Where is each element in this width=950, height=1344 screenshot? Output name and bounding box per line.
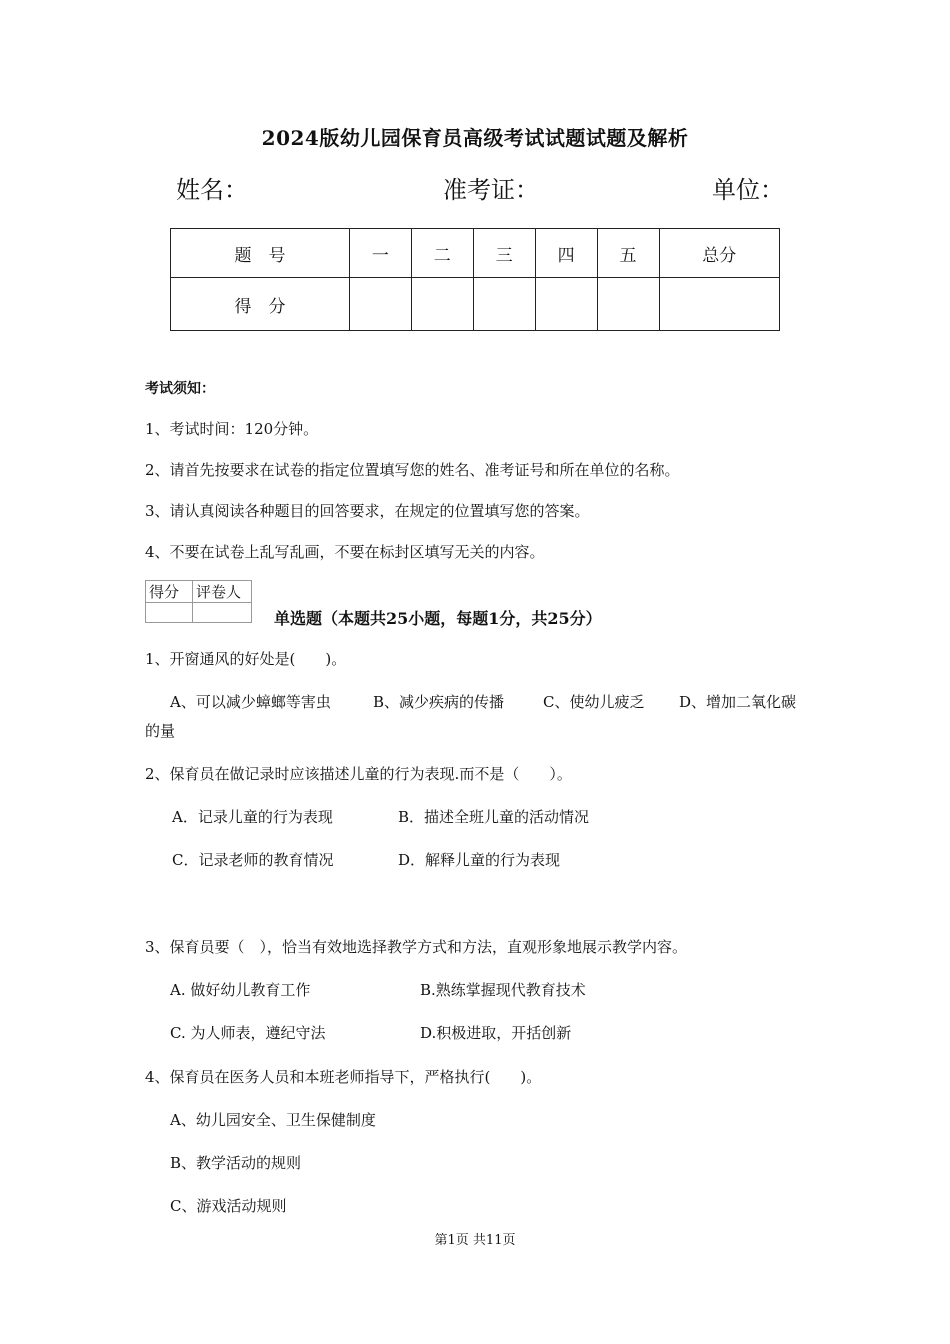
score-header-cell: 题 号 <box>171 229 350 278</box>
question-option: A. 做好幼儿教育工作 <box>170 981 311 999</box>
exam-note: 1、考试时间：120分钟。 <box>145 420 319 438</box>
exam-note: 3、请认真阅读各种题目的回答要求，在规定的位置填写您的答案。 <box>145 502 590 520</box>
question-option: A．记录儿童的行为表现 <box>172 808 333 826</box>
question-option-continuation: 的量 <box>145 722 176 740</box>
exam-number-label: 准考证： <box>443 176 539 204</box>
question-option: D.积极进取，开括创新 <box>420 1024 572 1042</box>
unit-label: 单位： <box>712 176 784 204</box>
score-cell <box>659 278 779 331</box>
question-option: C. 为人师表，遵纪守法 <box>170 1024 326 1042</box>
question-option: B.熟练掌握现代教育技术 <box>420 981 586 999</box>
exam-note: 4、不要在试卷上乱写乱画，不要在标封区填写无关的内容。 <box>145 543 545 561</box>
score-header-cell: 五 <box>597 229 659 278</box>
score-table-header-row <box>171 229 780 278</box>
question-option: B．描述全班儿童的活动情况 <box>398 808 590 826</box>
grader-score-label: 得分 <box>146 581 193 603</box>
grader-reviewer-label: 评卷人 <box>193 581 252 603</box>
question-stem: 4、保育员在医务人员和本班老师指导下，严格执行( )。 <box>145 1068 542 1086</box>
score-cell <box>535 278 597 331</box>
score-header-cell: 三 <box>473 229 535 278</box>
score-header-cell: 一 <box>349 229 411 278</box>
score-cell <box>349 278 411 331</box>
score-row-label: 得 分 <box>171 278 350 331</box>
grader-reviewer-cell <box>193 603 252 623</box>
score-header-cell: 四 <box>535 229 597 278</box>
page-footer: 第1页 共11页 <box>434 1233 516 1248</box>
score-header-cell: 二 <box>411 229 473 278</box>
name-label: 姓名： <box>176 176 248 204</box>
question-option: B、减少疾病的传播 <box>373 693 505 711</box>
exam-notes-heading: 考试须知： <box>145 381 215 397</box>
score-table <box>170 228 780 331</box>
score-table-score-row <box>171 278 780 331</box>
question-option: A、可以减少蟑螂等害虫 <box>170 693 331 711</box>
question-option: C．记录老师的教育情况 <box>172 851 334 869</box>
score-cell <box>411 278 473 331</box>
question-option: C、游戏活动规则 <box>170 1197 287 1215</box>
score-header-cell: 总分 <box>659 229 779 278</box>
score-cell <box>473 278 535 331</box>
question-option: B、教学活动的规则 <box>170 1154 302 1172</box>
question-option: D、增加二氧化碳 <box>679 693 797 711</box>
page-title: 2024版幼儿园保育员高级考试试题试题及解析 <box>261 126 689 150</box>
question-option: C、使幼儿疲乏 <box>543 693 645 711</box>
exam-note: 2、请首先按要求在试卷的指定位置填写您的姓名、准考证号和所在单位的名称。 <box>145 461 680 479</box>
section-title: 单选题（本题共25小题，每题1分，共25分） <box>274 609 602 628</box>
question-option: D．解释儿童的行为表现 <box>398 851 561 869</box>
score-cell <box>597 278 659 331</box>
question-option: A、幼儿园安全、卫生保健制度 <box>170 1111 376 1129</box>
grader-box <box>145 580 252 623</box>
question-stem: 2、保育员在做记录时应该描述儿童的行为表现.而不是（ ）。 <box>145 765 572 783</box>
question-stem: 3、保育员要（ ），恰当有效地选择教学方式和方法，直观形象地展示教学内容。 <box>145 938 688 956</box>
grader-score-cell <box>146 603 193 623</box>
question-stem: 1、开窗通风的好处是( )。 <box>145 650 347 668</box>
